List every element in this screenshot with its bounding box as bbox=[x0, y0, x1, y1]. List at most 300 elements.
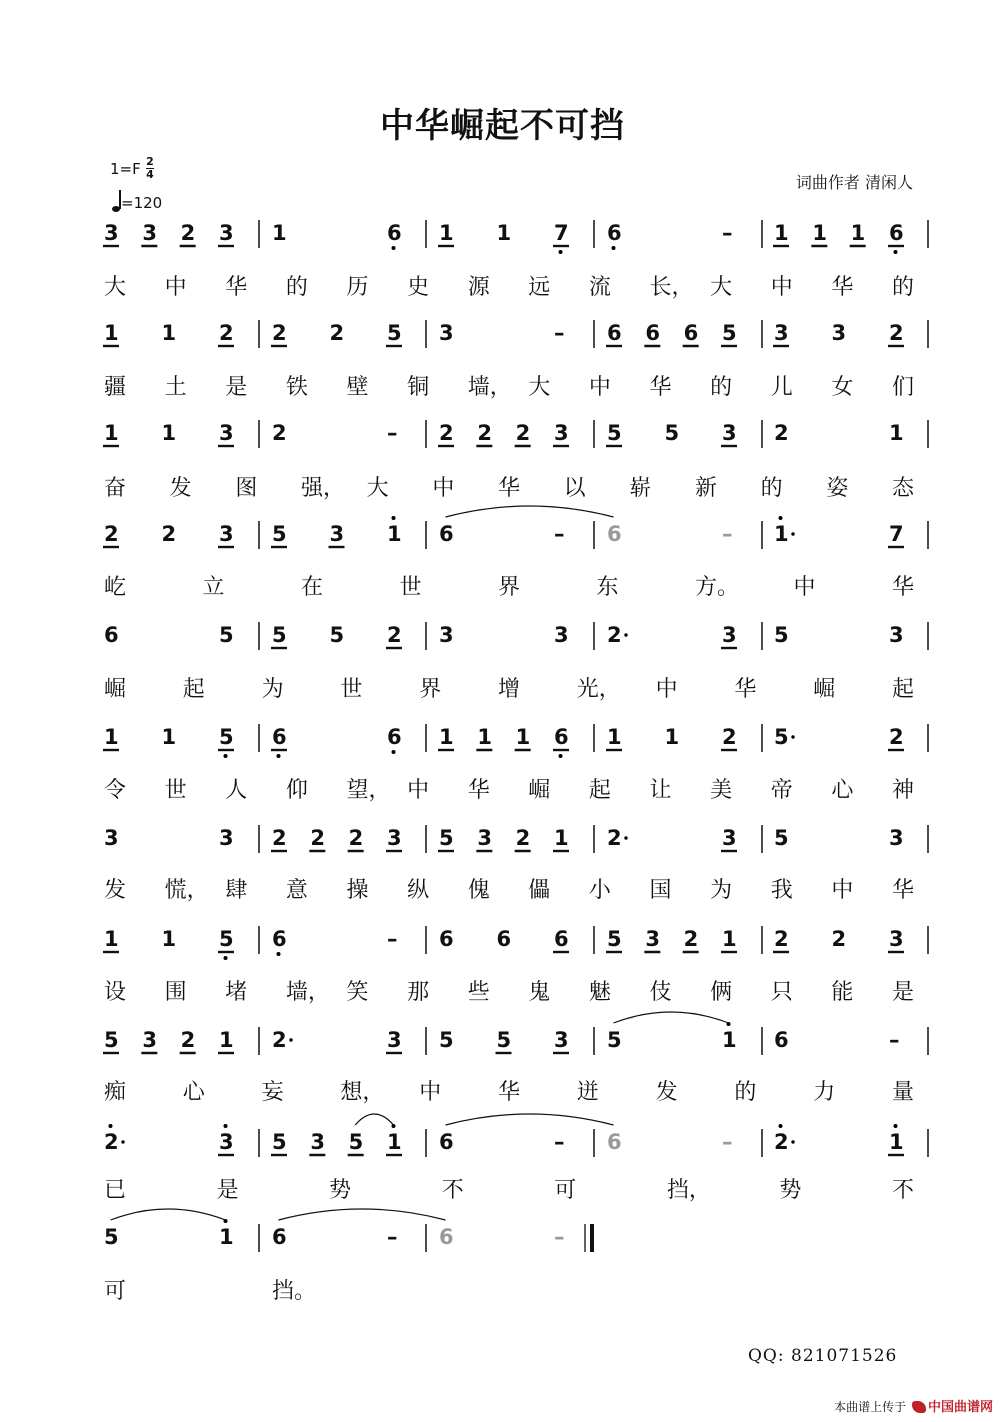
lyric-char: 为 bbox=[710, 878, 733, 903]
note-digit: 3 bbox=[142, 221, 157, 245]
note-digit: 6 bbox=[387, 725, 402, 749]
note-digit: 3 bbox=[477, 826, 492, 850]
octave-dot-above bbox=[109, 1124, 113, 1128]
lyric-char: 些 bbox=[467, 980, 490, 1005]
note-digit: 6 bbox=[889, 221, 904, 245]
lyric-char: 强， bbox=[301, 476, 346, 501]
lyric-char: 神 bbox=[892, 778, 915, 803]
lyric-char: 在 bbox=[301, 575, 324, 600]
note-digit: 5 bbox=[272, 1130, 287, 1154]
note-digit: 2 bbox=[272, 826, 287, 850]
time-signature-top: 2 bbox=[146, 155, 154, 168]
note-digit: 3 bbox=[889, 826, 904, 850]
lyric-char: 的 bbox=[760, 476, 783, 501]
lyric-char: 只 bbox=[770, 980, 793, 1005]
note-digit: 5 bbox=[348, 1130, 364, 1154]
note-digit: 3 bbox=[554, 623, 569, 647]
note-digit: – bbox=[889, 1028, 900, 1052]
note-digit: 6 bbox=[554, 725, 569, 749]
note-digit: 5 bbox=[272, 522, 287, 546]
lyric-char: 增 bbox=[498, 677, 521, 702]
note-digit: 5 bbox=[774, 623, 789, 647]
footer-text: 本曲谱上传于 bbox=[834, 1400, 907, 1414]
time-signature-bottom: 4 bbox=[146, 168, 154, 181]
lyric-char: 中 bbox=[655, 677, 678, 702]
note-digit: 1 bbox=[889, 1130, 904, 1154]
footer-credit bbox=[834, 1396, 993, 1415]
lyric-char: 能 bbox=[831, 980, 854, 1005]
note-digit: 2 bbox=[774, 421, 789, 445]
note-digit: 5 bbox=[329, 623, 345, 647]
lyric-char: 妄 bbox=[261, 1080, 284, 1105]
note-digit: 2 bbox=[310, 826, 325, 850]
note-digit: 6 bbox=[607, 522, 622, 546]
note-digit: 3 bbox=[219, 826, 234, 850]
note-digit: 2 bbox=[272, 321, 287, 345]
lyric-char: 美 bbox=[710, 778, 733, 803]
lyric-char: 挡。 bbox=[272, 1279, 317, 1304]
tie-arc bbox=[111, 1209, 226, 1220]
augmentation-dot bbox=[624, 836, 627, 839]
lyric-char: 设 bbox=[104, 980, 127, 1005]
note-digit: 1 bbox=[889, 421, 904, 445]
lyric-char: 俩 bbox=[710, 980, 733, 1005]
lyric-char: 大 bbox=[104, 275, 127, 300]
lyric-char: 流 bbox=[588, 275, 611, 300]
note-digit: 2 bbox=[774, 927, 789, 951]
lyric-char: 纵 bbox=[407, 878, 430, 903]
augmentation-dot bbox=[791, 1140, 794, 1143]
note-digit: 6 bbox=[439, 927, 454, 951]
lyric-char: 想， bbox=[340, 1080, 385, 1105]
lyric-char: 长， bbox=[649, 275, 694, 300]
composer-credit: 词曲作者 清闲人 bbox=[795, 173, 913, 192]
note-digit: 2 bbox=[722, 725, 737, 749]
lyric-char: 痴 bbox=[104, 1080, 127, 1105]
note-digit: – bbox=[554, 522, 565, 546]
note-digit: – bbox=[722, 1130, 733, 1154]
lyric-char: 中 bbox=[407, 778, 430, 803]
lyric-char: 堵 bbox=[225, 980, 248, 1005]
lyric-char: 魅 bbox=[588, 980, 611, 1005]
lyric-char: 傀 bbox=[467, 878, 490, 903]
lyric-char: 势 bbox=[779, 1178, 802, 1203]
lyric-char: 不 bbox=[441, 1178, 464, 1203]
lyric-char: 心 bbox=[182, 1080, 205, 1105]
note-digit: 5 bbox=[387, 321, 402, 345]
note-digit: 3 bbox=[722, 421, 737, 445]
note-digit: 2 bbox=[348, 826, 364, 850]
lyric-char: 发 bbox=[104, 878, 127, 903]
augmentation-dot bbox=[289, 1038, 292, 1041]
note-digit: 5 bbox=[104, 1225, 119, 1249]
qq-contact: QQ: 821071526 bbox=[748, 1346, 898, 1366]
note-digit: – bbox=[554, 321, 565, 345]
lyric-char: 崛 bbox=[528, 778, 551, 803]
note-digit: 5 bbox=[104, 1028, 119, 1052]
octave-dot-below bbox=[277, 952, 281, 956]
octave-dot-below bbox=[392, 246, 396, 250]
note-digit: 2 bbox=[774, 1130, 789, 1154]
note-digit: – bbox=[554, 1130, 565, 1154]
lyric-char: 发 bbox=[169, 476, 192, 501]
note-digit: 3 bbox=[554, 1028, 569, 1052]
octave-dot-below bbox=[277, 754, 281, 758]
lyric-char: 望， bbox=[346, 778, 391, 803]
lyric-char: 中 bbox=[588, 375, 611, 400]
lyric-char: 为 bbox=[261, 677, 284, 702]
octave-dot-above bbox=[224, 1124, 228, 1128]
note-digit: 1 bbox=[161, 725, 177, 749]
note-digit: 1 bbox=[272, 221, 287, 245]
lyric-char: 崛 bbox=[813, 677, 836, 702]
note-digit: 2 bbox=[387, 623, 402, 647]
lyric-char: 可 bbox=[554, 1178, 577, 1203]
augmentation-dot bbox=[791, 735, 794, 738]
note-digit: 1 bbox=[387, 1130, 402, 1154]
note-digit: 5 bbox=[219, 927, 234, 951]
octave-dot-below bbox=[224, 754, 228, 758]
lyric-char: 量 bbox=[892, 1080, 915, 1105]
note-digit: 3 bbox=[219, 522, 234, 546]
lyric-char: 世 bbox=[399, 575, 422, 600]
note-digit: 3 bbox=[722, 623, 737, 647]
note-digit: 2 bbox=[889, 321, 904, 345]
note-digit: 6 bbox=[607, 1130, 622, 1154]
note-digit: 5 bbox=[664, 421, 680, 445]
lyric-char: 的 bbox=[892, 275, 915, 300]
note-digit: 6 bbox=[439, 522, 454, 546]
note-digit: 2 bbox=[439, 421, 454, 445]
lyric-char: 儡 bbox=[528, 878, 551, 903]
note-digit: 1 bbox=[161, 321, 177, 345]
note-digit: 3 bbox=[219, 221, 234, 245]
lyric-char: 迸 bbox=[576, 1080, 599, 1105]
note-digit: 6 bbox=[554, 927, 569, 951]
note-digit: – bbox=[387, 1225, 398, 1249]
note-digit: 7 bbox=[889, 522, 904, 546]
note-digit: 6 bbox=[272, 1225, 287, 1249]
note-digit: 2 bbox=[104, 522, 119, 546]
lyric-char: 是 bbox=[892, 980, 915, 1005]
note-digit: 3 bbox=[774, 321, 789, 345]
lyric-char: 操 bbox=[346, 878, 369, 903]
lyric-char: 意 bbox=[285, 878, 308, 903]
note-digit: 1 bbox=[664, 725, 680, 749]
note-digit: 1 bbox=[722, 1028, 737, 1052]
note-digit: 2 bbox=[219, 321, 234, 345]
lyric-char: 奋 bbox=[104, 476, 127, 501]
key-signature: 1=F bbox=[110, 160, 141, 178]
note-digit: 5 bbox=[439, 1028, 454, 1052]
note-digit: 3 bbox=[104, 826, 119, 850]
lyric-char: 的 bbox=[710, 375, 733, 400]
lyric-char: 姿 bbox=[826, 476, 849, 501]
octave-dot-below bbox=[392, 750, 396, 754]
lyric-char: 华 bbox=[892, 878, 915, 903]
note-digit: 3 bbox=[387, 1028, 402, 1052]
note-digit: 3 bbox=[722, 826, 737, 850]
lyric-char: 已 bbox=[104, 1178, 127, 1203]
note-digit: 2 bbox=[477, 421, 492, 445]
lyric-char: 起 bbox=[182, 677, 205, 702]
note-digit: 6 bbox=[387, 221, 402, 245]
site-logo-text: 中国曲谱网 bbox=[927, 1400, 993, 1415]
octave-dot-below bbox=[612, 246, 616, 250]
lyric-char: 源 bbox=[467, 275, 490, 300]
lyric-char: 华 bbox=[498, 1080, 521, 1105]
octave-dot-above bbox=[894, 1124, 898, 1128]
lyric-char: 中 bbox=[793, 575, 816, 600]
lyric-char: 墙， bbox=[285, 980, 330, 1005]
note-digit: 5 bbox=[607, 927, 622, 951]
lyric-char: 壁 bbox=[346, 375, 369, 400]
lyric-char: 中 bbox=[831, 878, 854, 903]
note-digit: 3 bbox=[889, 927, 904, 951]
lyric-char: 女 bbox=[831, 375, 854, 400]
lyric-char: 世 bbox=[164, 778, 187, 803]
note-digit: 5 bbox=[607, 421, 622, 445]
note-digit: 3 bbox=[142, 1028, 157, 1052]
note-digit: 3 bbox=[439, 623, 454, 647]
note-digit: 5 bbox=[607, 1028, 622, 1052]
augmentation-dot bbox=[121, 1140, 124, 1143]
octave-dot-above bbox=[392, 516, 396, 520]
note-digit: 3 bbox=[310, 1130, 325, 1154]
note-digit: 1 bbox=[496, 221, 512, 245]
note-digit: 1 bbox=[104, 321, 119, 345]
note-digit: – bbox=[554, 1225, 565, 1249]
lyric-char: 立 bbox=[202, 575, 225, 600]
note-digit: 6 bbox=[496, 927, 512, 951]
lyric-char: 远 bbox=[528, 275, 551, 300]
note-digit: 5 bbox=[496, 1028, 512, 1052]
note-digit: 5 bbox=[219, 725, 234, 749]
lyric-char: 国 bbox=[649, 878, 672, 903]
note-digit: 3 bbox=[387, 826, 402, 850]
note-digit: 5 bbox=[774, 826, 789, 850]
tie-arc bbox=[355, 1114, 393, 1125]
note-digit: 6 bbox=[272, 725, 287, 749]
octave-dot-below bbox=[894, 250, 898, 254]
lyric-char: 力 bbox=[813, 1080, 836, 1105]
note-digit: 5 bbox=[774, 725, 789, 749]
lyric-char: 墙， bbox=[467, 375, 512, 400]
lyric-char: 鬼 bbox=[528, 980, 551, 1005]
note-digit: 3 bbox=[889, 623, 904, 647]
note-digit: 1 bbox=[515, 725, 531, 749]
note-digit: 2 bbox=[889, 725, 904, 749]
lyric-char: 我 bbox=[770, 878, 793, 903]
note-digit: 6 bbox=[645, 321, 660, 345]
lyric-char: 史 bbox=[407, 275, 430, 300]
note-digit: 6 bbox=[607, 221, 622, 245]
octave-dot-above bbox=[779, 1124, 783, 1128]
note-digit: 2 bbox=[161, 522, 177, 546]
lyric-char: 儿 bbox=[770, 375, 793, 400]
lyric-char: 势 bbox=[329, 1178, 352, 1203]
lyric-char: 中 bbox=[419, 1080, 442, 1105]
lyric-char: 崭 bbox=[629, 476, 652, 501]
octave-dot-below bbox=[224, 956, 228, 960]
note-digit: 5 bbox=[722, 321, 737, 345]
note-digit: – bbox=[387, 927, 398, 951]
note-digit: 3 bbox=[329, 522, 345, 546]
note-digit: 1 bbox=[477, 725, 492, 749]
octave-dot-above bbox=[779, 516, 783, 520]
lyric-char: 大 bbox=[528, 375, 551, 400]
note-digit: 1 bbox=[850, 221, 866, 245]
note-digit: 2 bbox=[683, 927, 699, 951]
note-digit: 1 bbox=[439, 725, 454, 749]
lyric-char: 伎 bbox=[649, 980, 672, 1005]
note-digit: 6 bbox=[272, 927, 287, 951]
lyric-char: 大 bbox=[366, 476, 389, 501]
note-digit: 2 bbox=[104, 1130, 119, 1154]
note-digit: – bbox=[387, 421, 398, 445]
note-digit: 1 bbox=[722, 927, 737, 951]
octave-dot-below bbox=[559, 754, 563, 758]
lyric-char: 铜 bbox=[407, 375, 430, 400]
note-digit: 1 bbox=[219, 1028, 234, 1052]
note-digit: 6 bbox=[683, 321, 699, 345]
note-digit: 6 bbox=[104, 623, 119, 647]
lyric-char: 世 bbox=[340, 677, 363, 702]
note-digit: 5 bbox=[439, 826, 454, 850]
note-digit: 2 bbox=[180, 221, 196, 245]
note-digit: – bbox=[722, 522, 733, 546]
lyric-char: 土 bbox=[164, 375, 187, 400]
lyric-char: 态 bbox=[892, 476, 915, 501]
lyric-char: 华 bbox=[649, 375, 672, 400]
tempo-value: =120 bbox=[121, 194, 163, 212]
lyric-char: 令 bbox=[104, 778, 127, 803]
note-digit: 3 bbox=[831, 321, 847, 345]
note-digit: 2 bbox=[515, 826, 531, 850]
lyric-char: 人 bbox=[225, 778, 248, 803]
lyric-char: 发 bbox=[655, 1080, 678, 1105]
tie-arc bbox=[446, 506, 614, 517]
lyric-char: 铁 bbox=[285, 375, 308, 400]
note-digit: 1 bbox=[774, 221, 789, 245]
note-digit: 3 bbox=[219, 1130, 234, 1154]
lyric-char: 华 bbox=[225, 275, 248, 300]
note-digit: 2 bbox=[329, 321, 345, 345]
note-digit: 2 bbox=[831, 927, 847, 951]
lyric-char: 东 bbox=[596, 575, 619, 600]
lyric-char: 华 bbox=[467, 778, 490, 803]
note-digit: 6 bbox=[439, 1130, 454, 1154]
lyric-char: 帝 bbox=[770, 778, 793, 803]
note-digit: 2 bbox=[272, 421, 287, 445]
note-digit: 2 bbox=[607, 826, 622, 850]
lyric-char: 中 bbox=[164, 275, 187, 300]
tie-arc bbox=[446, 1114, 614, 1125]
note-digit: 1 bbox=[607, 725, 622, 749]
note-digit: 2 bbox=[272, 1028, 287, 1052]
note-digit: 2 bbox=[607, 623, 622, 647]
lyric-char: 心 bbox=[831, 778, 854, 803]
note-digit: 1 bbox=[219, 1225, 234, 1249]
note-digit: 1 bbox=[439, 221, 454, 245]
lyric-char: 起 bbox=[892, 677, 915, 702]
note-digit: 1 bbox=[104, 725, 119, 749]
lyric-char: 中 bbox=[770, 275, 793, 300]
note-digit: 1 bbox=[161, 927, 177, 951]
note-digit: 1 bbox=[104, 927, 119, 951]
note-digit: – bbox=[722, 221, 733, 245]
note-digit: 1 bbox=[161, 421, 177, 445]
lyric-char: 中 bbox=[432, 476, 455, 501]
augmentation-dot bbox=[624, 633, 627, 636]
lyric-char: 让 bbox=[649, 778, 672, 803]
tie-arc bbox=[614, 1012, 729, 1023]
lyric-char: 华 bbox=[734, 677, 757, 702]
lyric-char: 是 bbox=[225, 375, 248, 400]
lyric-char: 笑 bbox=[346, 980, 369, 1005]
note-digit: 6 bbox=[607, 321, 622, 345]
note-digit: 5 bbox=[219, 623, 234, 647]
note-digit: 1 bbox=[812, 221, 827, 245]
lyric-char: 围 bbox=[164, 980, 187, 1005]
note-digit: 1 bbox=[554, 826, 569, 850]
lyric-char: 仰 bbox=[285, 778, 308, 803]
lyric-char: 图 bbox=[235, 476, 258, 501]
augmentation-dot bbox=[791, 532, 794, 535]
note-digit: 3 bbox=[104, 221, 119, 245]
note-digit: 2 bbox=[180, 1028, 196, 1052]
lyric-char: 华 bbox=[892, 575, 915, 600]
note-digit: 3 bbox=[219, 421, 234, 445]
lyric-char: 那 bbox=[407, 980, 430, 1005]
lyric-char: 华 bbox=[498, 476, 521, 501]
lyric-char: 界 bbox=[419, 677, 442, 702]
lyric-char: 小 bbox=[588, 878, 611, 903]
lyric-char: 崛 bbox=[104, 677, 127, 702]
note-digit: 5 bbox=[272, 623, 287, 647]
lyric-char: 的 bbox=[734, 1080, 757, 1105]
octave-dot-below bbox=[559, 250, 563, 254]
lyric-char: 历 bbox=[346, 275, 369, 300]
note-digit: 2 bbox=[515, 421, 531, 445]
note-digit: 6 bbox=[439, 1225, 454, 1249]
note-digit: 1 bbox=[774, 522, 789, 546]
lyric-char: 起 bbox=[588, 778, 611, 803]
song-title: 中华崛起不可挡 bbox=[380, 106, 625, 146]
lyric-char: 大 bbox=[710, 275, 733, 300]
note-digit: 3 bbox=[554, 421, 569, 445]
note-digit: 7 bbox=[554, 221, 569, 245]
lyric-char: 的 bbox=[285, 275, 308, 300]
note-digit: 3 bbox=[439, 321, 454, 345]
note-digit: 6 bbox=[774, 1028, 789, 1052]
note-digit: 1 bbox=[387, 522, 402, 546]
lyric-char: 们 bbox=[892, 375, 915, 400]
lyric-char: 肆 bbox=[225, 878, 248, 903]
tie-arc bbox=[279, 1209, 446, 1220]
lyric-char: 华 bbox=[831, 275, 854, 300]
note-digit: 3 bbox=[645, 927, 660, 951]
lyric-char: 界 bbox=[498, 575, 521, 600]
lyric-char: 是 bbox=[216, 1178, 239, 1203]
lyric-char: 疆 bbox=[104, 375, 127, 400]
lyric-char: 挡， bbox=[666, 1178, 711, 1203]
lyric-char: 慌， bbox=[164, 878, 209, 903]
lyric-char: 屹 bbox=[104, 575, 127, 600]
lyric-char: 方。 bbox=[695, 575, 740, 600]
lyric-char: 新 bbox=[695, 476, 718, 501]
lyric-char: 以 bbox=[563, 476, 586, 501]
